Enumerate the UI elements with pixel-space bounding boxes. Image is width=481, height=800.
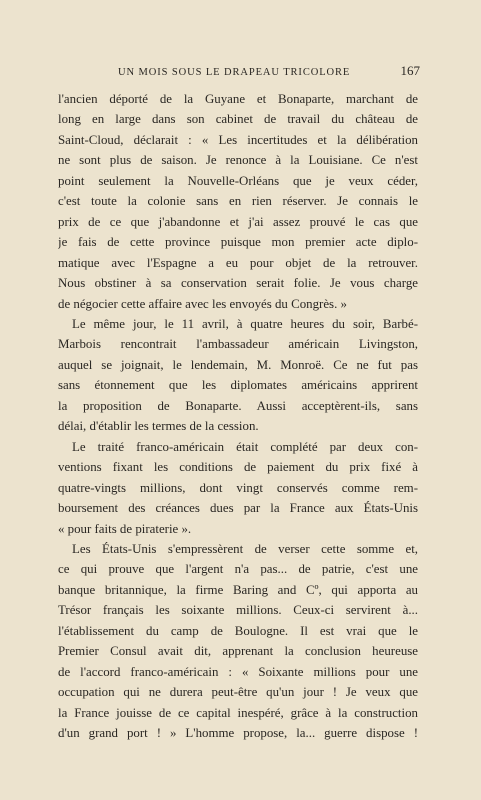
body-text (58, 89, 418, 744)
text-line: sans étonnement que les diplomates américains apprirent (58, 378, 418, 393)
text-line: matique avec l'Espagne a eu pour objet de la retrouver. (58, 255, 418, 270)
text-line: Le traité franco-américain était complété par deux con- (72, 439, 418, 454)
text-line: ne sont plus de saison. Je renonce à la Louisiane. Ce n'est (58, 153, 418, 168)
text-line: je fais de cette province puisque mon premier acte diplo- (58, 235, 418, 250)
text-line: auquel se joignait, le lendemain, M. Monroë. Ce ne fut pas (58, 357, 418, 372)
text-line: banque britannique, la firme Baring and Cº, qui apporta au (58, 582, 418, 597)
text-line: délai, d'établir les termes de la cession. (58, 419, 259, 434)
text-line: occupation qui ne durera peut-être qu'un jour ! Je veux que (58, 685, 418, 700)
text-line: c'est toute la colonie sans en rien réserver. Je connais le (58, 194, 418, 209)
text-line: l'ancien déporté de la Guyane et Bonaparte, marchant de (58, 92, 418, 106)
text-line: point seulement la Nouvelle-Orléans que je veux céder, (58, 173, 418, 188)
text-line: quatre-vingts millions, dont vingt conservés comme rem- (58, 480, 418, 495)
text-line: prix de ce que j'abandonne et j'ai assez prouvé le cas que (58, 214, 418, 229)
running-title: UN MOIS SOUS LE DRAPEAU TRICOLORE (118, 67, 351, 78)
text-line: la proposition de Bonaparte. Aussi acceptèrent-ils, sans (58, 398, 418, 413)
text-line: Marbois rencontrait l'ambassadeur américain Livingston, (58, 337, 418, 352)
text-line: d'un grand port ! » L'homme propose, la... guerre dispose ! (58, 726, 418, 741)
text-line: Premier Consul avait dit, apprenant la conclusion heureuse (58, 644, 418, 659)
page-number: 167 (400, 63, 420, 78)
text-line: Les États-Unis s'empressèrent de verser cette somme et, (72, 541, 418, 556)
text-line: Le même jour, le 11 avril, à quatre heures du soir, Barbé- (72, 316, 418, 331)
text-line: Saint-Cloud, déclarait : « Les incertitudes et la délibération (58, 132, 418, 147)
text-line: la France jouisse de ce capital inespéré, grâce à la construction (58, 705, 418, 720)
text-line: « pour faits de piraterie ». (58, 521, 192, 536)
text-line: de l'accord franco-américain : « Soixante millions pour une (58, 664, 418, 679)
text-line: Trésor français les soixante millions. Ceux-ci servirent à... (58, 603, 418, 618)
text-line: l'établissement du camp de Boulogne. Il est vrai que le (58, 623, 418, 638)
text-line: ventions fixant les conditions de paiement du prix fixé à (58, 460, 418, 475)
page-header (118, 63, 420, 79)
text-line: boursement des créances dues par la France aux États-Unis (58, 501, 418, 516)
text-line: de négocier cette affaire avec les envoyés du Congrès. » (58, 296, 347, 311)
text-line: long en large dans son cabinet de travail du château de (58, 112, 418, 127)
text-line: ce qui prouve que l'argent n'a pas... de patrie, c'est une (58, 562, 418, 577)
text-line: Nous obstiner à sa conservation serait folie. Je vous charge (58, 276, 418, 291)
